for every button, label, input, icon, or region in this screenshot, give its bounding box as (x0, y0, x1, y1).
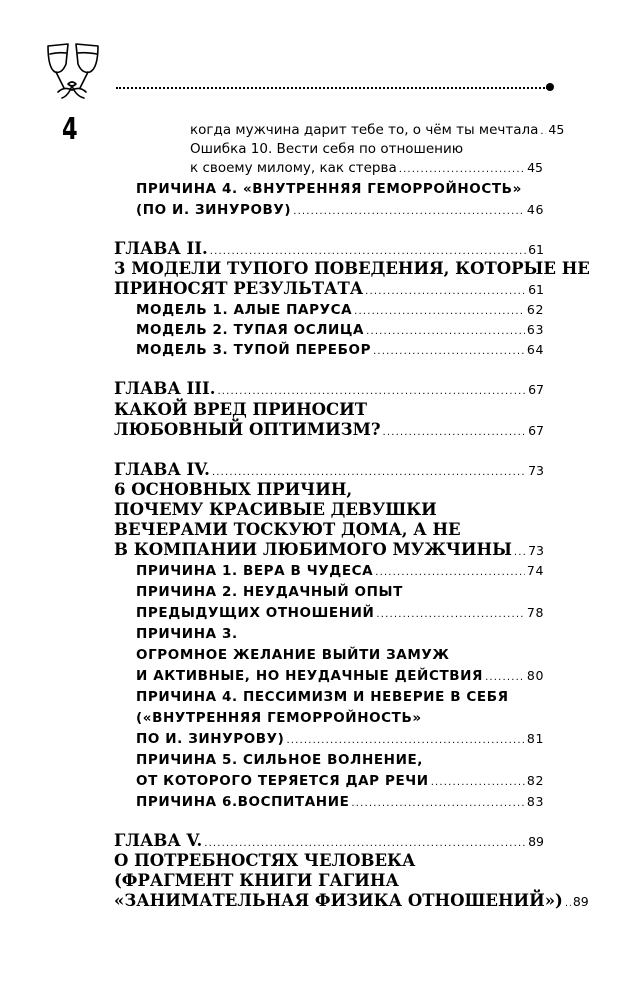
chapter-title-line[interactable]: О ПОТРЕБНОСТЯХ ЧЕЛОВЕКА (114, 851, 416, 870)
toc-entry-text[interactable]: ПРИЧИНА 3. (136, 626, 238, 642)
toc-entry-page: 45 (548, 122, 565, 137)
toc-leader-dots (217, 379, 526, 398)
header-rule-endpoint (546, 83, 554, 91)
toc-entry-text[interactable]: Ошибка 10. Вести себя по отношению (190, 141, 464, 157)
chapter-title-entry[interactable] (114, 279, 544, 298)
toc-entry-page: 46 (526, 202, 544, 217)
toc-entry-text: (ПО И. ЗИНУРОВУ) (136, 202, 292, 218)
toc-entry-page: 45 (527, 160, 543, 175)
toc-entry-page: 74 (526, 563, 544, 578)
toc-entry-text[interactable]: ПРИЧИНА 4. «ВНУТРЕННЯЯ ГЕМОРРОЙНОСТЬ» (136, 181, 522, 197)
chapter-title-line: В КОМПАНИИ ЛЮБИМОГО МУЖЧИНЫ (114, 540, 512, 559)
chapter-title-entry[interactable] (114, 891, 589, 910)
chapter-label: ГЛАВА IV. (114, 460, 210, 479)
toc-leader-dots (383, 420, 527, 439)
chapter-title-line: «ЗАНИМАТЕЛЬНАЯ ФИЗИКА ОТНОШЕНИЙ») (114, 891, 563, 910)
toc-leader-dots (204, 831, 526, 850)
toc-entry[interactable] (136, 302, 544, 318)
header-dotted-rule (116, 87, 548, 89)
toc-entry-text: ПРИЧИНА 6.ВОСПИТАНИЕ (136, 794, 350, 810)
toc-entry-text: ПРЕДЫДУЩИХ ОТНОШЕНИЙ (136, 605, 375, 621)
toc-entry-text: МОДЕЛЬ 1. АЛЫЕ ПАРУСА (136, 302, 353, 318)
toc-entry[interactable] (136, 605, 544, 621)
chapter-label: ГЛАВА III. (114, 379, 216, 398)
toc-entry-text: ОТ КОТОРОГО ТЕРЯЕТСЯ ДАР РЕЧИ (136, 773, 429, 789)
toc-entry-page: 67 (528, 382, 544, 397)
toc-leader-dots (540, 122, 546, 138)
chapter-title-entry[interactable] (114, 540, 544, 559)
toc-entry-text[interactable]: ПРИЧИНА 4. ПЕССИМИЗМ И НЕВЕРИЕ В СЕБЯ (136, 689, 509, 705)
toc-entry[interactable] (136, 668, 544, 684)
chapter-title-entry[interactable] (114, 420, 544, 439)
chapter-title-line[interactable]: (ФРАГМЕНТ КНИГИ ГАГИНА (114, 871, 399, 890)
chapter-title-line: ПРИНОСЯТ РЕЗУЛЬТАТА (114, 279, 364, 298)
toc-entry-page: 89 (528, 834, 544, 849)
toc-entry-text[interactable]: ПРИЧИНА 5. СИЛЬНОЕ ВОЛНЕНИЕ, (136, 752, 424, 768)
toc-leader-dots (376, 605, 524, 621)
chapter-label: ГЛАВА II. (114, 239, 208, 258)
toc-leader-dots (212, 460, 526, 479)
toc-leader-dots (351, 794, 524, 810)
chapter-title-line[interactable]: 6 ОСНОВНЫХ ПРИЧИН, (114, 480, 353, 499)
toc-entry-text: МОДЕЛЬ 3. ТУПОЙ ПЕРЕБОР (136, 342, 372, 358)
toc-entry[interactable] (136, 563, 544, 579)
toc-leader-dots (210, 239, 526, 258)
toc-entry[interactable] (136, 794, 544, 810)
toc-entry[interactable] (136, 342, 544, 358)
page-number: 4 (62, 112, 78, 147)
toc-leader-dots (366, 322, 525, 338)
toc-entry-page: 62 (526, 302, 544, 317)
toc-entry-page: 78 (526, 605, 544, 620)
toc-entry[interactable] (136, 773, 544, 789)
toc-entry-text[interactable]: ОГРОМНОЕ ЖЕЛАНИЕ ВЫЙТИ ЗАМУЖ (136, 647, 450, 663)
toc-leader-dots (286, 731, 524, 747)
toc-entry[interactable] (136, 731, 544, 747)
chapter-2-heading[interactable] (114, 239, 544, 258)
toc-entry-text[interactable]: ПРИЧИНА 2. НЕУДАЧНЫЙ ОПЫТ (136, 584, 403, 600)
toc-entry-text: когда мужчина дарит тебе то, о чём ты мечтала (190, 122, 539, 138)
chapter-title-line[interactable]: 3 МОДЕЛИ ТУПОГО ПОВЕДЕНИЯ, КОТОРЫЕ НЕ (114, 259, 590, 278)
toc-entry-page: 67 (528, 423, 544, 438)
toc-leader-dots (565, 891, 571, 910)
toc-entry-page: 61 (528, 282, 544, 297)
toc-entry[interactable] (136, 322, 544, 338)
toc-entry[interactable] (190, 122, 565, 138)
toc-entry-page: 80 (526, 668, 544, 683)
toc-entry-page: 63 (526, 322, 544, 337)
toc-entry-page: 82 (526, 773, 544, 788)
toc-entry-text: ПРИЧИНА 1. ВЕРА В ЧУДЕСА (136, 563, 374, 579)
toc-leader-dots (373, 342, 525, 358)
toc-entry-page: 81 (526, 731, 544, 746)
toc-leader-dots (485, 668, 525, 684)
toc-leader-dots (354, 302, 525, 318)
champagne-glasses-icon (42, 40, 108, 102)
toc-entry-page: 73 (528, 543, 544, 558)
toc-entry-text[interactable]: («ВНУТРЕННЯЯ ГЕМОРРОЙНОСТЬ» (136, 710, 422, 726)
chapter-title-line[interactable]: КАКОЙ ВРЕД ПРИНОСИТ (114, 400, 368, 419)
toc-entry-page: 73 (528, 463, 544, 478)
chapter-title-line[interactable]: ВЕЧЕРАМИ ТОСКУЮТ ДОМА, А НЕ (114, 520, 461, 539)
toc-entry[interactable] (136, 202, 544, 218)
toc-entry-text: к своему милому, как стерва (190, 160, 397, 176)
toc-leader-dots (293, 202, 525, 218)
toc-leader-dots (399, 160, 525, 176)
chapter-4-heading[interactable] (114, 460, 544, 479)
toc-leader-dots (514, 540, 526, 559)
toc-entry[interactable] (190, 160, 543, 176)
chapter-label: ГЛАВА V. (114, 831, 203, 850)
toc-entry-page: 64 (526, 342, 544, 357)
toc-entry-text: И АКТИВНЫЕ, НО НЕУДАЧНЫЕ ДЕЙСТВИЯ (136, 668, 484, 684)
chapter-5-heading[interactable] (114, 831, 544, 850)
chapter-title-line: ЛЮБОВНЫЙ ОПТИМИЗМ? (114, 420, 381, 439)
chapter-3-heading[interactable] (114, 379, 544, 398)
toc-entry-text: ПО И. ЗИНУРОВУ) (136, 731, 285, 747)
toc-leader-dots (365, 279, 526, 298)
toc-entry-page: 89 (572, 894, 589, 909)
chapter-title-line[interactable]: ПОЧЕМУ КРАСИВЫЕ ДЕВУШКИ (114, 500, 437, 519)
toc-entry-text: МОДЕЛЬ 2. ТУПАЯ ОСЛИЦА (136, 322, 365, 338)
toc-entry-page: 61 (528, 242, 544, 257)
toc-leader-dots (431, 773, 525, 789)
toc-entry-page: 83 (526, 794, 544, 809)
toc-leader-dots (375, 563, 525, 579)
